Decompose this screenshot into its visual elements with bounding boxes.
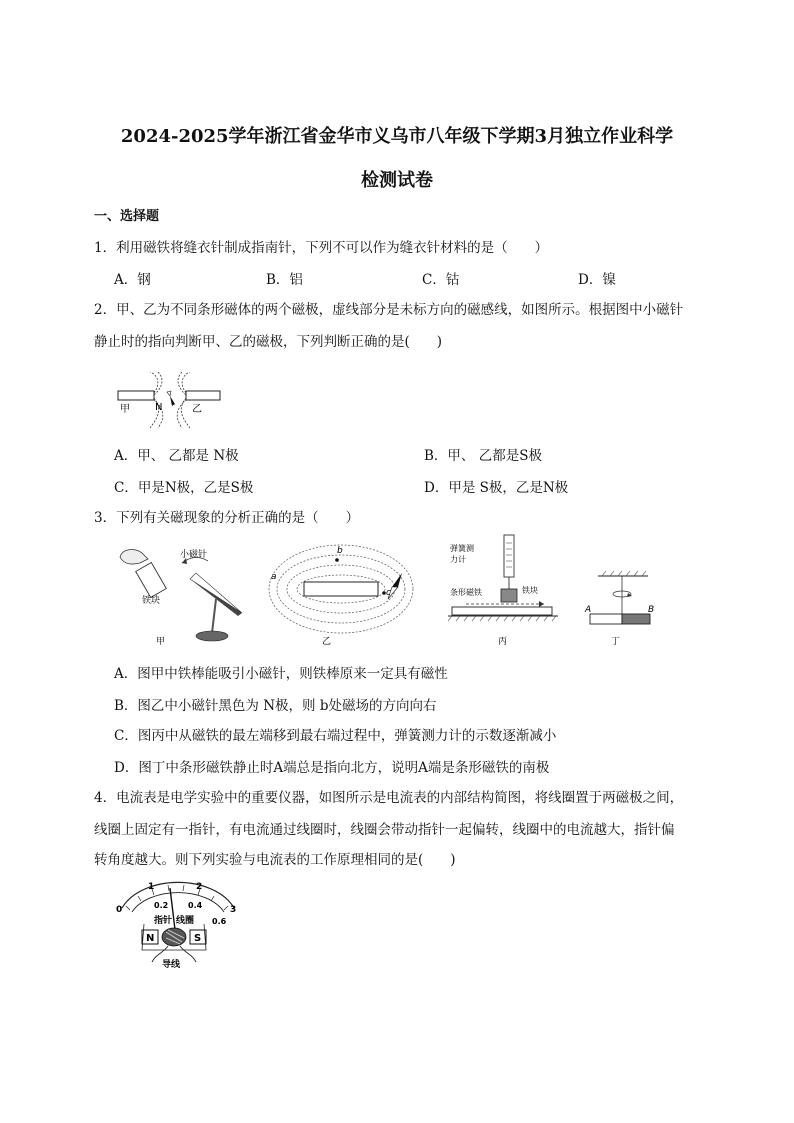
q2-stem-line2: 静止时的指向判断甲、乙的磁极，下列判断正确的是( ) xyxy=(94,334,443,350)
q3-label-bar-magnet: 条形磁铁 xyxy=(450,588,482,597)
section-heading: 一、选择题 xyxy=(94,209,160,224)
q4-scale-1: 1 xyxy=(148,882,155,892)
q1-option-d: D．镍 xyxy=(578,272,616,288)
q3-label-a: a xyxy=(271,572,277,582)
q4-label-n: N xyxy=(146,933,155,944)
q3-label-end-a: A xyxy=(585,605,592,615)
q2-option-d: D．甲是 S极，乙是N极 xyxy=(424,480,569,496)
q3-label-ding: 丁 xyxy=(611,637,621,647)
q2-figure xyxy=(112,372,224,430)
q3-label-spring-scale: 弹簧测 xyxy=(450,544,474,553)
page-title-line2: 检测试卷 xyxy=(361,170,433,191)
q3-label-small-needle: 小磁针 xyxy=(180,550,208,560)
q2-label-right: 乙 xyxy=(192,404,202,415)
q4-stem-line1: 4．电流表是电学实验中的重要仪器，如图所示是电流表的内部结构简图，将线圈置于两磁极之间， xyxy=(94,790,684,806)
q2-option-b: B．甲、 乙都是S极 xyxy=(424,448,542,464)
q2-label-left: 甲 xyxy=(120,404,130,415)
q3-label-bing: 丙 xyxy=(498,637,508,647)
q2-option-c: C．甲是N极，乙是S极 xyxy=(114,480,254,496)
q2-option-a: A．甲、 乙都是 N极 xyxy=(114,448,239,464)
q2-label-n: N xyxy=(155,402,163,413)
q4-label-s: S xyxy=(194,933,202,944)
q4-scale-3: 3 xyxy=(230,905,237,915)
q4-label-pointer: 指针 xyxy=(154,916,173,926)
page-title: 2024-2025学年浙江省金华市义乌市八年级下学期3月独立作业科学 xyxy=(120,126,674,147)
q4-stem-line2: 线圈上固定有一指针，有电流通过线圈时，线圈会带动指针一起偏转，线圈中的电流越大，指针偏 xyxy=(94,822,675,838)
q1-stem: 1．利用磁铁将缝衣针制成指南针，下列不可以作为缝衣针材料的是（ ） xyxy=(94,240,549,256)
q4-scale-0-2: 0.2 xyxy=(154,901,169,910)
q3-figure-jia xyxy=(112,543,247,648)
q3-label-iron-block-2: 铁块 xyxy=(522,586,538,595)
q3-figure-yi xyxy=(264,543,419,648)
q3-label-spring-scale-2: 力计 xyxy=(450,555,466,564)
q4-scale-0-4: 0.4 xyxy=(188,901,203,910)
q4-scale-0: 0 xyxy=(116,905,123,915)
q2-stem-line1: 2．甲、乙为不同条形磁体的两个磁极，虚线部分是未标方向的磁感线，如图所示。根据图中小磁针 xyxy=(94,302,684,318)
q1-option-a: A．钢 xyxy=(114,272,151,288)
q3-label-c: c xyxy=(386,588,391,598)
q1-option-c: C．钴 xyxy=(422,272,460,288)
q4-stem-line3: 转角度越大。则下列实验与电流表的工作原理相同的是( ) xyxy=(94,852,456,868)
q3-option-d: D．图丁中条形磁铁静止时A端总是指向北方，说明A端是条形磁铁的南极 xyxy=(114,760,550,776)
q3-label-iron-block: 铁块 xyxy=(142,596,161,606)
q4-label-wire: 导线 xyxy=(162,960,181,970)
q4-label-coil: 线圈 xyxy=(176,916,195,926)
q3-option-c: C．图丙中从磁铁的最左端移到最右端过程中，弹簧测力计的示数逐渐减小 xyxy=(114,728,557,744)
q3-label-b: b xyxy=(337,546,343,556)
q3-figure-ding xyxy=(584,570,664,648)
q3-label-jia: 甲 xyxy=(156,637,166,647)
q3-label-end-b: B xyxy=(648,605,655,615)
q1-option-b: B．铝 xyxy=(266,272,303,288)
q4-ammeter-figure xyxy=(112,878,242,970)
q4-scale-2: 2 xyxy=(196,882,203,892)
q3-option-b: B．图乙中小磁针黑色为 N极，则 b处磁场的方向向右 xyxy=(114,698,437,714)
q4-scale-0-6: 0.6 xyxy=(212,917,227,926)
q3-stem: 3．下列有关磁现象的分析正确的是（ ） xyxy=(94,510,360,526)
q3-figure-bing xyxy=(446,533,561,648)
q3-label-yi: 乙 xyxy=(322,637,332,647)
q3-option-a: A．图甲中铁棒能吸引小磁针，则铁棒原来一定具有磁性 xyxy=(114,666,448,682)
